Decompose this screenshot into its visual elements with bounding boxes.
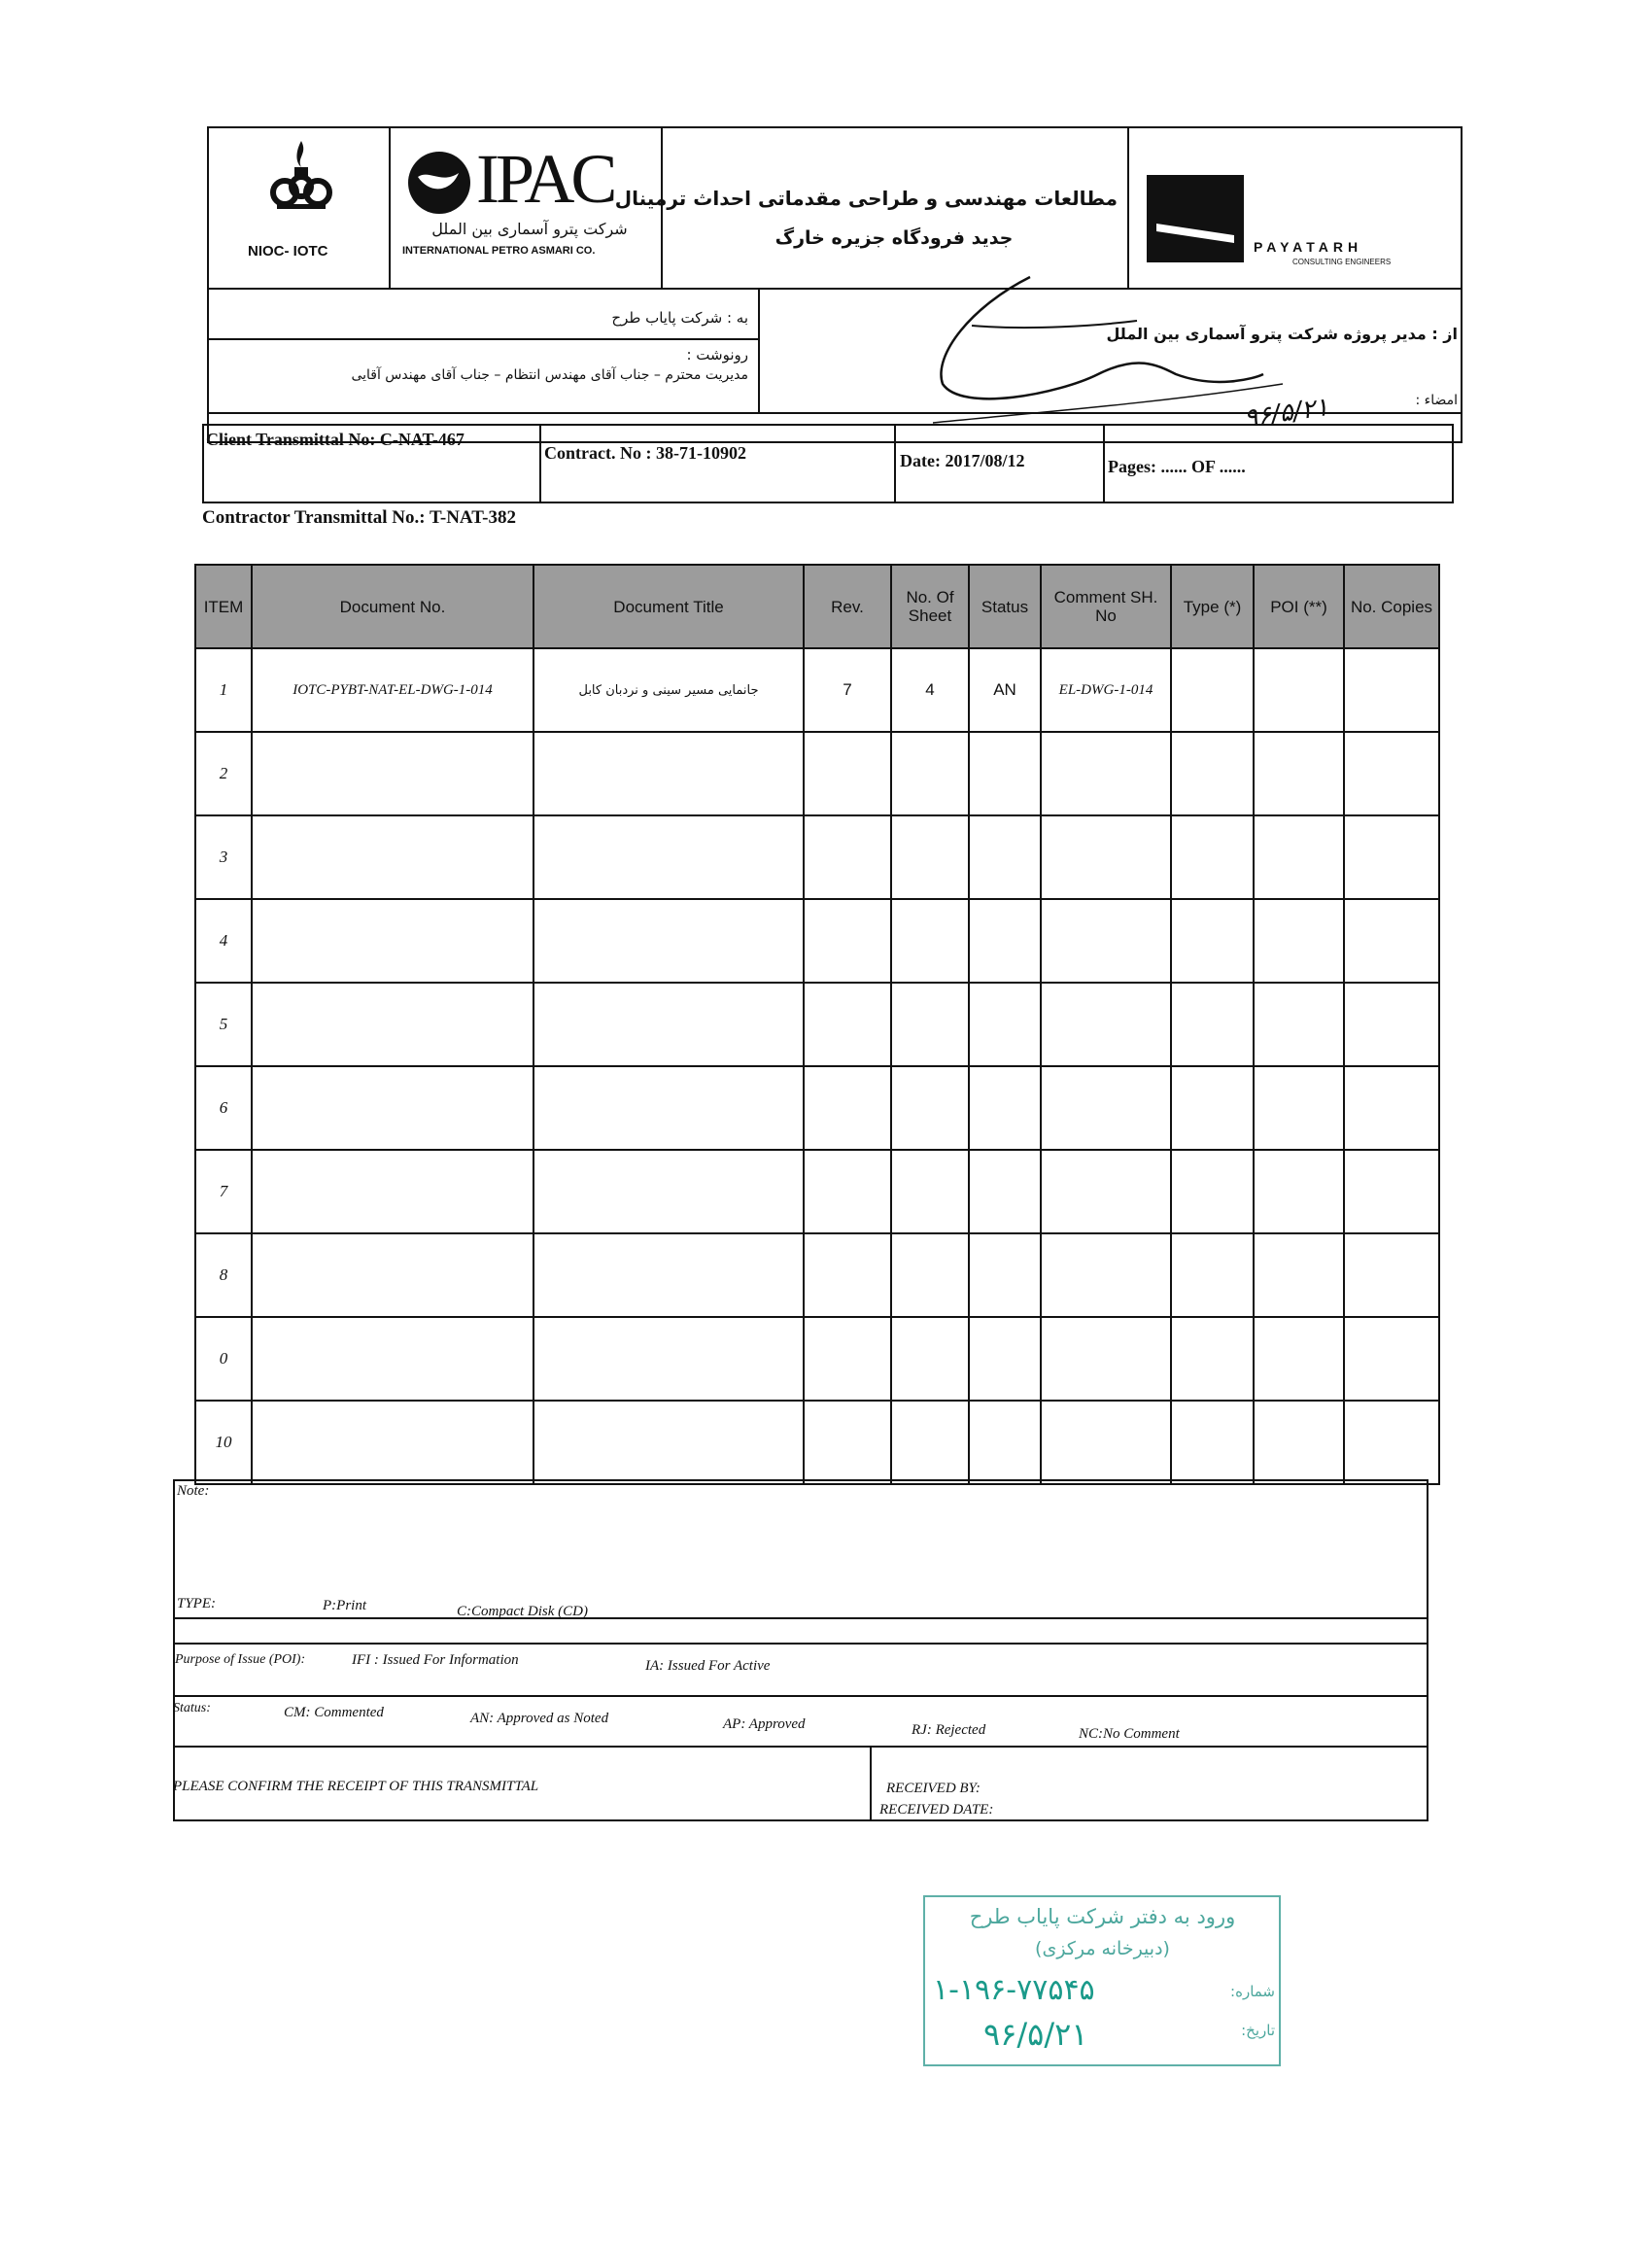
cell-comment-sh-no	[1041, 983, 1171, 1066]
cell-status	[969, 1233, 1041, 1317]
cell-document-no	[252, 1150, 533, 1233]
cell-no-copies	[1344, 1150, 1439, 1233]
footer-divider-status	[173, 1746, 1428, 1748]
stamp-number-label: شماره:	[1230, 1983, 1275, 2000]
cell-status	[969, 983, 1041, 1066]
cell-type	[1171, 1317, 1254, 1401]
cell-no-copies	[1344, 1066, 1439, 1150]
cell-item: 2	[195, 732, 252, 815]
cell-document-title	[533, 899, 804, 983]
cell-no-of-sheet	[891, 1066, 969, 1150]
info-divider-1	[539, 424, 541, 503]
cell-rev	[804, 1317, 891, 1401]
cell-no-copies	[1344, 983, 1439, 1066]
col-poi: POI (**)	[1254, 565, 1344, 648]
status-label: Status:	[173, 1701, 211, 1715]
status-ap: AP: Approved	[723, 1716, 806, 1732]
col-item: ITEM	[195, 565, 252, 648]
cell-document-title	[533, 1233, 804, 1317]
cell-no-copies	[1344, 732, 1439, 815]
cell-rev	[804, 815, 891, 899]
cell-rev	[804, 1150, 891, 1233]
footer-divider-poi	[173, 1695, 1428, 1697]
cell-status	[969, 732, 1041, 815]
cell-document-no	[252, 1317, 533, 1401]
stamp-date-label: تاریخ:	[1241, 2022, 1275, 2039]
col-rev: Rev.	[804, 565, 891, 648]
cell-no-copies	[1344, 1317, 1439, 1401]
cell-document-no	[252, 1233, 533, 1317]
cell-type	[1171, 815, 1254, 899]
cell-comment-sh-no	[1041, 1150, 1171, 1233]
cell-poi	[1254, 983, 1344, 1066]
cell-no-of-sheet	[891, 983, 969, 1066]
cell-no-of-sheet	[891, 815, 969, 899]
cell-item: 5	[195, 983, 252, 1066]
cell-status	[969, 1150, 1041, 1233]
cell-status	[969, 899, 1041, 983]
cell-type	[1171, 1150, 1254, 1233]
type-label: TYPE:	[177, 1596, 217, 1611]
cell-status	[969, 1317, 1041, 1401]
nioc-caption: NIOC- IOTC	[248, 243, 328, 260]
cell-status	[969, 1066, 1041, 1150]
ipac-company-fa: شرکت پترو آسماری بین الملل	[431, 220, 628, 238]
cell-rev	[804, 983, 891, 1066]
type-print: P:Print	[323, 1598, 366, 1613]
ipac-company-en: INTERNATIONAL PETRO ASMARI CO.	[402, 245, 596, 257]
nioc-logo	[258, 136, 345, 224]
table-row	[195, 1066, 1439, 1150]
receipt-stamp	[923, 1895, 1281, 2066]
routing-divider-v	[758, 288, 760, 412]
cell-rev: 7	[804, 648, 891, 732]
cell-rev	[804, 899, 891, 983]
cell-document-title	[533, 1317, 804, 1401]
project-title-line2: جدید فرودگاه جزیره خارگ	[774, 227, 1014, 249]
cell-item: 10	[195, 1401, 252, 1484]
cell-document-no	[252, 732, 533, 815]
cell-poi	[1254, 1150, 1344, 1233]
cell-status: AN	[969, 648, 1041, 732]
payatarh-subtitle: CONSULTING ENGINEERS	[1292, 258, 1392, 266]
cell-rev	[804, 1233, 891, 1317]
cell-no-of-sheet	[891, 1317, 969, 1401]
confirm-receipt: PLEASE CONFIRM THE RECEIPT OF THIS TRANSMITTAL	[173, 1779, 539, 1794]
cell-status	[969, 1401, 1041, 1484]
ipac-logo-text: IPAC	[476, 140, 614, 218]
cell-no-copies	[1344, 1401, 1439, 1484]
cell-no-of-sheet	[891, 732, 969, 815]
table-row	[195, 732, 1439, 815]
handwritten-signature	[913, 267, 1419, 437]
cell-rev	[804, 1066, 891, 1150]
cell-document-title	[533, 732, 804, 815]
cell-item: 6	[195, 1066, 252, 1150]
cell-item: 4	[195, 899, 252, 983]
cell-type	[1171, 648, 1254, 732]
header-divider-3	[1127, 126, 1129, 290]
client-transmittal-no: Client Transmittal No: C-NAT-467	[206, 430, 465, 449]
cc-recipients: مدیریت محترم – جناب آقای مهندس انتظام – جناب آقای مهندس آقایی	[351, 367, 748, 383]
stamp-line1: ورود به دفتر شرکت پایاب طرح	[969, 1905, 1236, 1928]
contract-no: Contract. No : 38-71-10902	[544, 443, 746, 463]
poi-label: Purpose of Issue (POI):	[175, 1652, 306, 1667]
note-label: Note:	[177, 1483, 210, 1499]
cell-type	[1171, 732, 1254, 815]
footer-divider-note	[173, 1617, 1428, 1619]
cell-poi	[1254, 1066, 1344, 1150]
cell-comment-sh-no	[1041, 1317, 1171, 1401]
col-document-title: Document Title	[533, 565, 804, 648]
cell-document-title	[533, 983, 804, 1066]
cell-no-of-sheet	[891, 1401, 969, 1484]
poi-ia: IA: Issued For Active	[645, 1658, 771, 1674]
cell-type	[1171, 1233, 1254, 1317]
col-no-of-sheet: No. Of Sheet	[891, 565, 969, 648]
from-sender: از : مدیر پروژه شرکت پترو آسماری بین الملل	[1106, 325, 1458, 343]
cell-no-of-sheet	[891, 1150, 969, 1233]
footer-divider-type	[173, 1643, 1428, 1645]
table-row	[195, 1401, 1439, 1484]
cell-no-copies	[1344, 815, 1439, 899]
cell-poi	[1254, 1401, 1344, 1484]
table-row	[195, 1317, 1439, 1401]
payatarh-name: PAYATARH	[1254, 239, 1363, 255]
footer-box	[173, 1479, 1428, 1821]
cell-no-of-sheet: 4	[891, 648, 969, 732]
col-document-no: Document No.	[252, 565, 533, 648]
cell-no-copies	[1344, 899, 1439, 983]
project-title-line1: مطالعات مهندسی و طراحی مقدماتی احداث ترمینال	[614, 187, 1118, 210]
pages-count: Pages: ...... OF ......	[1108, 457, 1246, 476]
type-cd: C:Compact Disk (CD)	[457, 1604, 588, 1619]
cell-document-no	[252, 983, 533, 1066]
status-rj: RJ: Rejected	[912, 1722, 986, 1738]
cc-label: رونوشت :	[686, 346, 748, 364]
info-divider-2	[894, 424, 896, 503]
signature-label: امضاء :	[1415, 393, 1458, 408]
table-row	[195, 1233, 1439, 1317]
cell-no-copies	[1344, 648, 1439, 732]
cell-comment-sh-no	[1041, 1401, 1171, 1484]
cell-poi	[1254, 732, 1344, 815]
cell-item: 8	[195, 1233, 252, 1317]
cell-item: 1	[195, 648, 252, 732]
cell-no-copies	[1344, 1233, 1439, 1317]
footer-divider-received	[870, 1746, 872, 1821]
status-an: AN: Approved as Noted	[470, 1711, 609, 1726]
ipac-drop-icon	[400, 148, 478, 221]
nioc-flame-icon	[258, 136, 345, 224]
col-status: Status	[969, 565, 1041, 648]
transmittal-date: Date: 2017/08/12	[900, 451, 1025, 470]
table-row	[195, 983, 1439, 1066]
received-by: RECEIVED BY:	[886, 1781, 981, 1796]
cell-comment-sh-no	[1041, 899, 1171, 983]
cell-type	[1171, 899, 1254, 983]
table-header-row	[195, 565, 1439, 648]
col-no-copies: No. Copies	[1344, 565, 1439, 648]
received-date: RECEIVED DATE:	[879, 1802, 994, 1818]
routing-divider-h	[207, 338, 758, 340]
cell-document-title	[533, 1401, 804, 1484]
stamp-date-value: ۹۶/۵/۲۱	[983, 2016, 1088, 2053]
cell-rev	[804, 1401, 891, 1484]
poi-ifi: IFI : Issued For Information	[352, 1652, 519, 1668]
stamp-line2: (دبیرخانه مرکزی)	[1035, 1938, 1170, 1959]
cell-poi	[1254, 899, 1344, 983]
handwritten-date: ۹۶/۵/۲۱	[1242, 393, 1331, 433]
col-type: Type (*)	[1171, 565, 1254, 648]
stamp-number-value: ۱-۱۹۶-۷۷۵۴۵	[933, 1973, 1095, 2007]
cell-poi	[1254, 1233, 1344, 1317]
cell-no-of-sheet	[891, 1233, 969, 1317]
cell-document-no	[252, 815, 533, 899]
cell-comment-sh-no: EL-DWG-1-014	[1041, 648, 1171, 732]
payatarh-logo-icon	[1147, 175, 1244, 262]
cell-comment-sh-no	[1041, 815, 1171, 899]
cell-status	[969, 815, 1041, 899]
cell-comment-sh-no	[1041, 1233, 1171, 1317]
cell-poi	[1254, 815, 1344, 899]
cell-type	[1171, 1401, 1254, 1484]
cell-document-title	[533, 1066, 804, 1150]
cell-rev	[804, 732, 891, 815]
cell-document-title	[533, 815, 804, 899]
status-cm: CM: Commented	[284, 1705, 384, 1720]
cell-comment-sh-no	[1041, 1066, 1171, 1150]
documents-table	[194, 564, 1440, 1485]
cell-document-no: IOTC-PYBT-NAT-EL-DWG-1-014	[252, 648, 533, 732]
cell-document-no	[252, 1066, 533, 1150]
status-nc: NC:No Comment	[1079, 1726, 1180, 1742]
cell-document-title: جانمایی مسیر سینی و نردبان کابل	[533, 648, 804, 732]
cell-poi	[1254, 1317, 1344, 1401]
cell-item: 0	[195, 1317, 252, 1401]
info-divider-3	[1103, 424, 1105, 503]
cell-item: 3	[195, 815, 252, 899]
col-comment-sh-no: Comment SH. No	[1041, 565, 1171, 648]
cell-item: 7	[195, 1150, 252, 1233]
cell-no-of-sheet	[891, 899, 969, 983]
cell-poi	[1254, 648, 1344, 732]
table-row	[195, 1150, 1439, 1233]
cell-type	[1171, 983, 1254, 1066]
table-row	[195, 899, 1439, 983]
cell-document-title	[533, 1150, 804, 1233]
table-row	[195, 815, 1439, 899]
cell-document-no	[252, 899, 533, 983]
contractor-transmittal-no: Contractor Transmittal No.: T-NAT-382	[202, 507, 516, 528]
cell-document-no	[252, 1401, 533, 1484]
header-divider-1	[389, 126, 391, 290]
cell-comment-sh-no	[1041, 732, 1171, 815]
table-row	[195, 648, 1439, 732]
to-recipient: به : شرکت پایاب طرح	[611, 309, 748, 327]
cell-type	[1171, 1066, 1254, 1150]
